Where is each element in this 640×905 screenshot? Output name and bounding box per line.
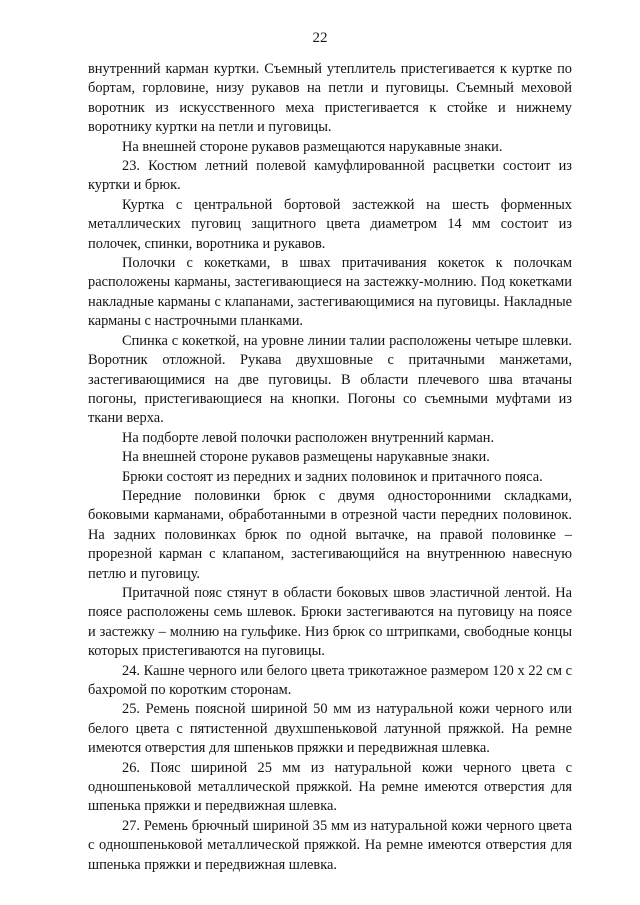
page-number: 22 — [312, 30, 328, 46]
paragraph: Полочки с кокетками, в швах притачивания кокеток к полочкам расположены карманы, застегивающиеся на застежку-молнию. Под кокетками накладные карманы с клапанами, застегивающимися на пуговицы. Накладные карманы с настрочными планками. — [88, 255, 572, 330]
document-body — [88, 60, 572, 875]
paragraph: Притачной пояс стянут в области боковых швов эластичной лентой. На поясе расположены семь шлевок. Брюки застегиваются на пуговицу на поясе и застежку – молнию на гульфике. Низ брюк со штрипками, свободные концы которых пристегиваются на пуговицы. — [88, 584, 572, 660]
paragraph-item-26: 26. Пояс шириной 25 мм из натуральной кожи черного цвета с одношпеньковой металлической пряжкой. На ремне имеются отверстия для шпенька пряжки и передвижная шлевка. — [88, 759, 572, 815]
paragraph: Передние половинки брюк с двумя односторонними складками, боковыми карманами, обработанными в отрезной части передних половинок. На задних половинках брюк по одной вытачке, на правой половинке – прорезной карман с клапаном, застегивающийся на внутреннюю навесную петлю и пуговицу. — [88, 487, 572, 582]
paragraph: Куртка с центральной бортовой застежкой на шесть форменных металлических пуговиц защитного цвета диаметром 14 мм состоит из полочек, спинки, воротника и рукавов. — [88, 196, 572, 252]
paragraph-continuation: внутренний карман куртки. Съемный утеплитель пристегивается к куртке по бортам, горловине, низу рукавов на петли и пуговицы. Съемный меховой воротник из искусственного меха пристегивается к стойке и нижнему воротнику куртки на петли и пуговицы. — [88, 61, 572, 136]
paragraph: На внешней стороне рукавов размещаются нарукавные знаки. — [122, 138, 503, 155]
paragraph: Брюки состоят из передних и задних половинок и притачного пояса. — [122, 468, 543, 485]
paragraph: На внешней стороне рукавов размещены нарукавные знаки. — [122, 449, 490, 466]
paragraph-item-23: 23. Костюм летний полевой камуфлированной расцветки состоит из куртки и брюк. — [88, 158, 572, 194]
paragraph-item-25: 25. Ремень поясной шириной 50 мм из натуральной кожи черного или белого цвета с пятистенной двухшпеньковой латунной пряжкой. На ремне имеются отверстия для шпеньков пряжки и передвижная шлевка. — [88, 701, 572, 757]
paragraph: Спинка с кокеткой, на уровне линии талии расположены четыре шлевки. Воротник отложной. Рукава двухшовные с притачными манжетами, застегивающимися на две пуговицы. В области плечевого шва втачаны погоны, пристегивающиеся на кнопки. Погоны со съемными муфтами из ткани верха. — [88, 332, 572, 427]
paragraph-item-27: 27. Ремень брючный шириной 35 мм из натуральной кожи черного цвета с одношпеньковой металлической пряжкой. На ремне имеются отверстия для шпенька пряжки и передвижная шлевка. — [88, 817, 572, 873]
paragraph: На подборте левой полочки расположен внутренний карман. — [122, 429, 495, 446]
paragraph-item-24: 24. Кашне черного или белого цвета трикотажное размером 120 х 22 см с бахромой по коротким сторонам. — [88, 662, 572, 698]
